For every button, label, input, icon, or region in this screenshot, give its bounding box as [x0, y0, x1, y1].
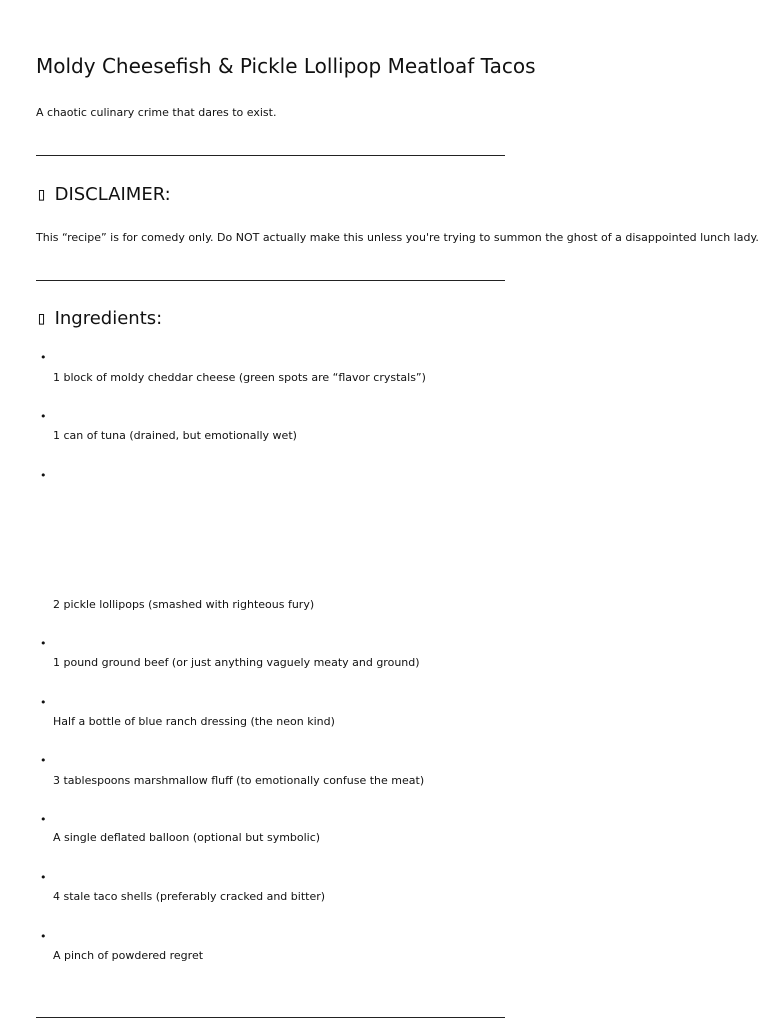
warning-icon: ▯ [36, 184, 47, 205]
bullet: • [40, 469, 47, 482]
ingredient-text: 1 pound ground beef (or just anything vaguely meaty and ground) [53, 656, 420, 669]
bullet: • [40, 754, 47, 767]
page-subtitle: A chaotic culinary crime that dares to exist. [36, 106, 277, 119]
divider [36, 155, 505, 156]
ingredient-text: 1 block of moldy cheddar cheese (green spots are “flavor crystals”) [53, 371, 426, 384]
bullet: • [40, 637, 47, 650]
bullet: • [40, 930, 47, 943]
ingredients-icon: ▯ [36, 308, 47, 329]
bullet: • [40, 696, 47, 709]
ingredient-text: A pinch of powdered regret [53, 949, 204, 962]
ingredient-text: 2 pickle lollipops (smashed with righteous fury) [53, 598, 315, 611]
disclaimer-heading-text: DISCLAIMER: [54, 184, 171, 205]
ingredient-text: Half a bottle of blue ranch dressing (the neon kind) [53, 715, 335, 728]
ingredients-heading-text: Ingredients: [54, 308, 163, 329]
bullet: • [40, 351, 47, 364]
bullet: • [40, 813, 47, 826]
page-title: Moldy Cheesefish & Pickle Lollipop Meatloaf Tacos [36, 54, 536, 78]
ingredients-heading [36, 308, 162, 329]
divider [36, 280, 505, 281]
ingredient-text: 3 tablespoons marshmallow fluff (to emotionally confuse the meat) [53, 774, 425, 787]
disclaimer-text: This “recipe” is for comedy only. Do NOT actually make this unless you're trying to summon the ghost of a disappointed lunch lady. [36, 231, 759, 244]
bullet: • [40, 871, 47, 884]
ingredient-text: 1 can of tuna (drained, but emotionally wet) [53, 429, 297, 442]
disclaimer-heading [36, 184, 171, 205]
bullet: • [40, 410, 47, 423]
divider [36, 1017, 505, 1018]
ingredient-text: 4 stale taco shells (preferably cracked and bitter) [53, 890, 326, 903]
ingredient-text: A single deflated balloon (optional but symbolic) [53, 831, 321, 844]
